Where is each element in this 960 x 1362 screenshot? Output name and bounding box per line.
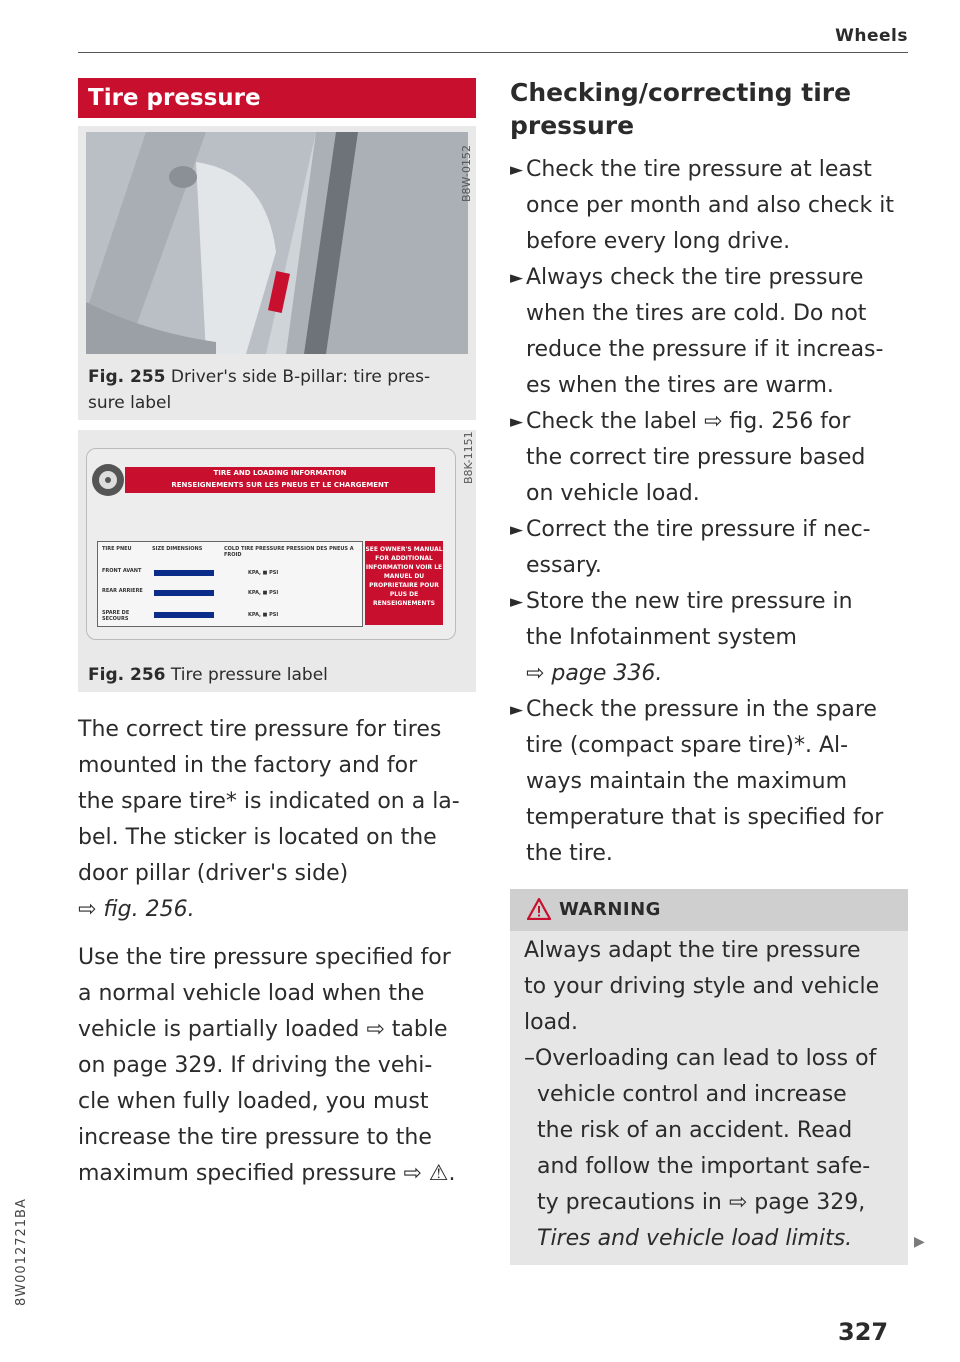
text-line: before every long drive. [526, 229, 791, 254]
text-line: the spare tire* is indicated on a la- [78, 789, 460, 814]
text-line: a normal vehicle load when the [78, 981, 425, 1006]
figure-caption [88, 364, 430, 416]
warning-box [510, 889, 908, 1265]
text-line: Check the tire pressure at least [526, 157, 872, 182]
text-line: vehicle control and increase [537, 1082, 847, 1107]
text-line: bel. The sticker is located on the [78, 825, 437, 850]
label-size-bar [154, 590, 214, 596]
label-row-spare: SPARE DE SECOURS [102, 610, 130, 622]
text-line: the Infotainment system [526, 625, 797, 650]
bullet-item [510, 404, 916, 512]
label-pressure-unit: KPA, ■ PSI [248, 570, 279, 576]
figure-number: Fig. 255 [88, 367, 166, 387]
text-line: Store the new tire pressure in [526, 589, 853, 614]
warning-triangle-icon [527, 898, 551, 920]
figure-caption [88, 662, 328, 688]
text-line: cle when fully loaded, you must [78, 1089, 429, 1114]
b-pillar-photo [86, 132, 468, 354]
body-paragraph-1 [78, 712, 478, 928]
continue-arrow-icon: ▶ [914, 1234, 925, 1250]
text-line: load. [524, 1010, 579, 1035]
figure-code: B8W-0152 [460, 145, 473, 202]
text-line: Check the pressure in the spare [526, 697, 877, 722]
text-line: temperature that is specified for [526, 805, 884, 830]
label-pressure-unit: KPA, ■ PSI [248, 590, 279, 596]
text-line: door pillar (driver's side) [78, 861, 349, 886]
bullet-triangle-icon: ► [510, 160, 524, 180]
bullet-triangle-icon: ► [510, 700, 524, 720]
figure-255 [78, 126, 476, 420]
label-table [97, 541, 363, 627]
label-row-rear: REAR ARRIERE [102, 588, 143, 594]
figure-caption-text: Tire pressure label [170, 665, 328, 685]
bullet-item [510, 512, 916, 584]
label-col-cold: COLD TIRE PRESSURE PRESSION DES PNEUS A FROID [224, 546, 354, 558]
text-line: the risk of an accident. Read [537, 1118, 853, 1143]
bullet-triangle-icon: ► [510, 520, 524, 540]
bullet-triangle-icon: ► [510, 412, 524, 432]
label-heading-en: TIRE AND LOADING INFORMATION [213, 469, 347, 477]
warning-title: WARNING [559, 899, 661, 920]
text-line: –Overloading can lead to loss of [524, 1046, 877, 1071]
label-heading [125, 467, 435, 493]
text-line: reduce the pressure if it increas- [526, 337, 884, 362]
text-line: Correct the tire pressure if nec- [526, 517, 871, 542]
warning-item [524, 1041, 904, 1257]
text-line: and follow the important safe- [537, 1154, 871, 1179]
text-line: Use the tire pressure specified for [78, 945, 451, 970]
label-col-size: SIZE DIMENSIONS [152, 546, 203, 552]
b-pillar-illustration [86, 132, 468, 354]
text-line: maximum specified pressure ⇨ ⚠. [78, 1161, 456, 1186]
text-line: tire (compact spare tire)*. Al- [526, 733, 849, 758]
subsection-heading [510, 76, 890, 142]
text-line: Check the label ⇨ fig. 256 for [526, 409, 851, 434]
warning-header [510, 889, 908, 931]
document-code: 8W0012721BA [14, 1198, 29, 1306]
text-line: es when the tires are warm. [526, 373, 834, 398]
bullet-item [510, 692, 916, 872]
heading-line: Checking/correcting tire [510, 78, 852, 107]
text-line: mounted in the factory and for [78, 753, 418, 778]
text-line: to your driving style and vehicle [524, 974, 880, 999]
text-line: Always adapt the tire pressure [524, 938, 861, 963]
label-size-bar [154, 570, 214, 576]
figure-caption-text: Driver's side B-pillar: tire pres- [170, 367, 431, 387]
label-row-front: FRONT AVANT [102, 568, 142, 574]
tire-icon [91, 463, 125, 497]
cross-reference-link[interactable]: ⇨ page 336. [526, 661, 663, 686]
text-line: on page 329. If driving the vehi- [78, 1053, 433, 1078]
text-line: when the tires are cold. Do not [526, 301, 867, 326]
cross-reference-link[interactable]: ⇨ fig. 256. [78, 897, 195, 922]
text-line: vehicle is partially loaded ⇨ table [78, 1017, 448, 1042]
text-line: increase the tire pressure to the [78, 1125, 432, 1150]
bullet-triangle-icon: ► [510, 268, 524, 288]
bullet-item [510, 584, 916, 692]
figure-code: B8K-1151 [462, 431, 475, 484]
label-heading-fr: RENSEIGNEMENTS SUR LES PNEUS ET LE CHARGEMENT [171, 481, 389, 489]
text-line: the correct tire pressure based [526, 445, 866, 470]
page-number: 327 [838, 1318, 889, 1346]
label-owners-manual-note: SEE OWNER'S MANUAL FOR ADDITIONAL INFORMATION VOIR LE MANUEL DU PROPRIETAIRE POUR PLUS DE RENSEIGNEMENTS [365, 541, 443, 625]
text-line: The correct tire pressure for tires [78, 717, 442, 742]
tire-pressure-label [86, 448, 456, 640]
running-header: Wheels [835, 26, 908, 46]
warning-intro [524, 933, 904, 1041]
text-line: the tire. [526, 841, 613, 866]
text-line: Always check the tire pressure [526, 265, 864, 290]
figure-number: Fig. 256 [88, 665, 166, 685]
body-paragraph-2 [78, 940, 478, 1192]
cross-reference-link[interactable]: ty precautions in ⇨ page 329, [537, 1190, 866, 1215]
section-title: Tire pressure [78, 78, 476, 118]
text-line: essary. [526, 553, 602, 578]
bullet-item [510, 152, 916, 260]
label-col-tire: TIRE PNEU [102, 546, 132, 552]
header-rule [78, 52, 908, 53]
cross-reference-title[interactable]: Tires and vehicle load limits. [537, 1226, 853, 1251]
bullet-triangle-icon: ► [510, 592, 524, 612]
text-line: ways maintain the maximum [526, 769, 848, 794]
label-size-bar [154, 612, 214, 618]
label-pressure-unit: KPA, ■ PSI [248, 612, 279, 618]
figure-caption-text-2: sure label [88, 393, 172, 413]
text-line: on vehicle load. [526, 481, 700, 506]
bullet-item [510, 260, 916, 404]
heading-line: pressure [510, 111, 635, 140]
text-line: once per month and also check it [526, 193, 894, 218]
